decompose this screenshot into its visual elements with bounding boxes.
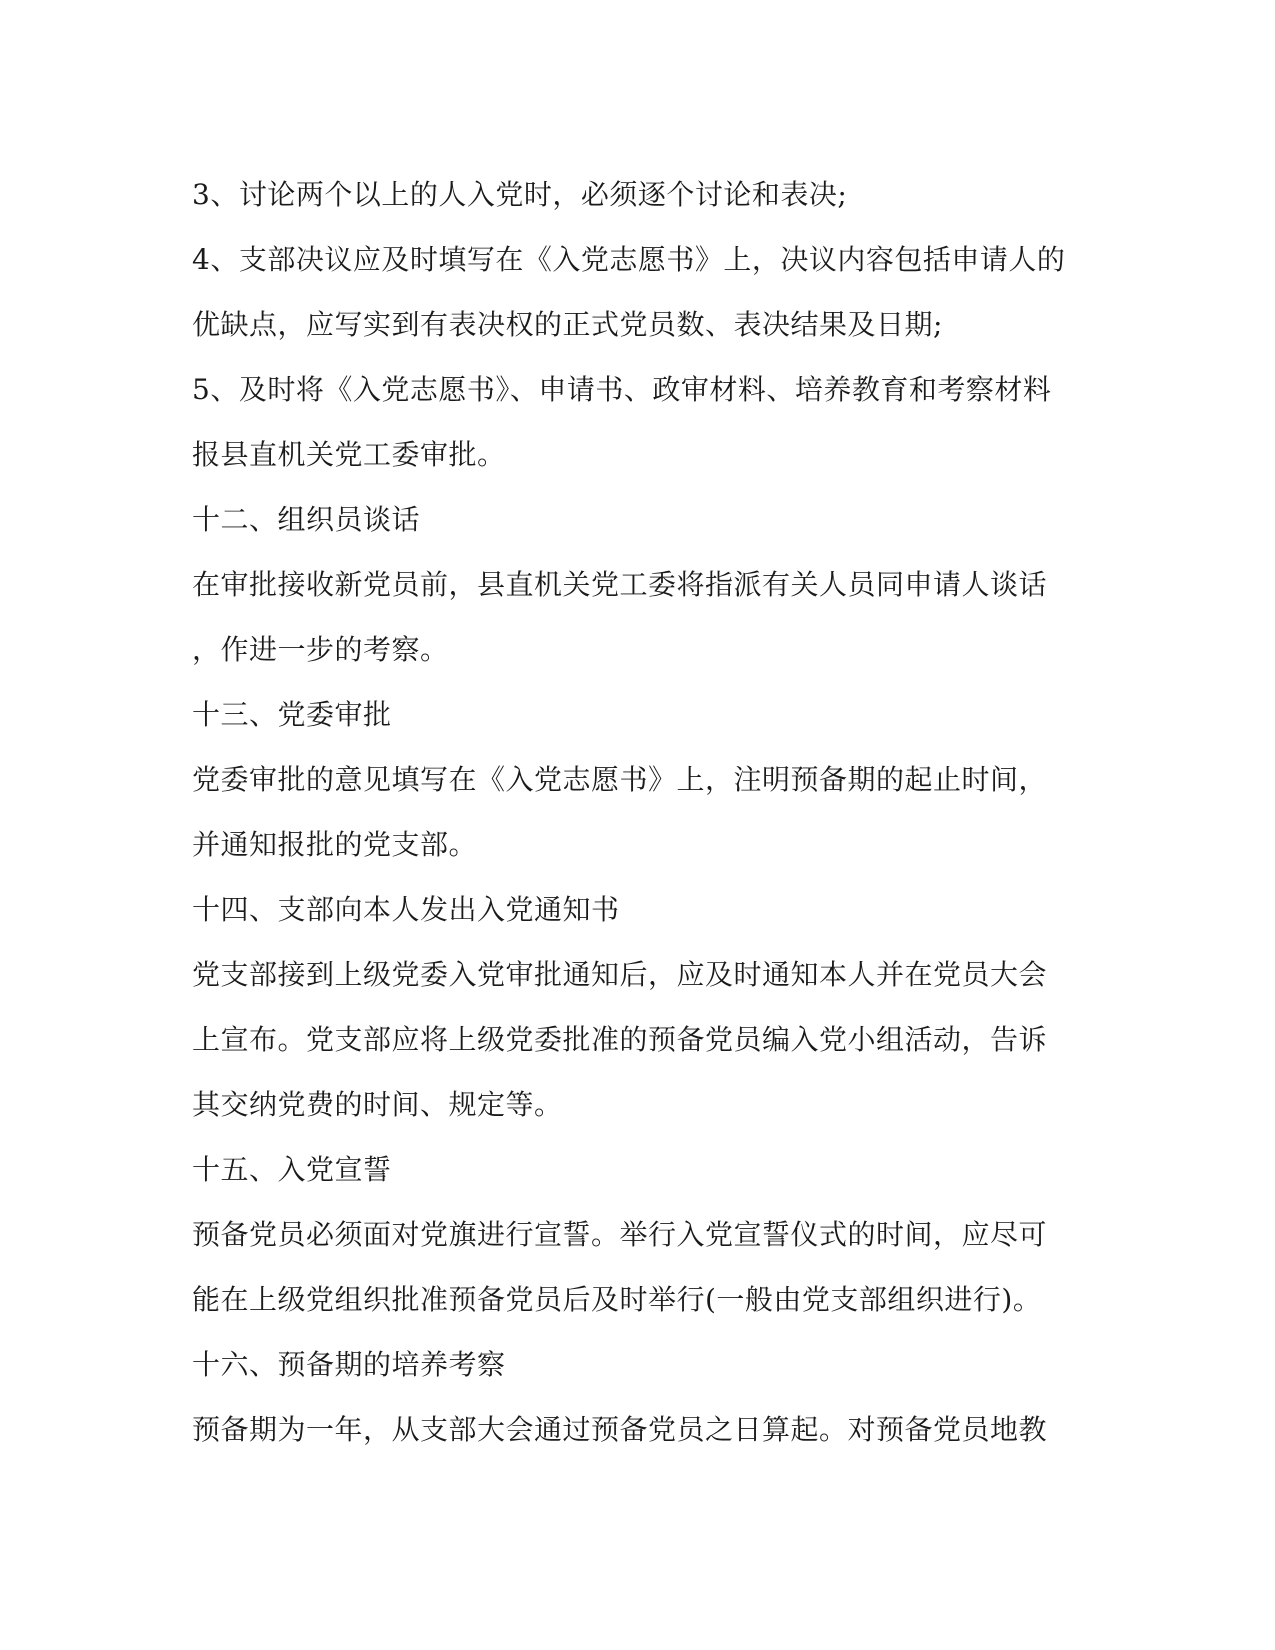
list-item-4-continued: 优缺点，应写实到有表决权的正式党员数、表决结果及日期; (192, 308, 943, 341)
paragraph-12-continued: ，作进一步的考察。 (192, 633, 449, 666)
list-item-3: 3、讨论两个以上的人入党时，必须逐个讨论和表决; (192, 178, 848, 211)
document-body (192, 162, 1092, 1462)
list-item-5: 5、及时将《入党志愿书》、申请书、政审材料、培养教育和考察材料 (192, 373, 1052, 406)
section-heading-15: 十五、入党宣誓 (192, 1153, 392, 1186)
list-item-4: 4、支部决议应及时填写在《入党志愿书》上，决议内容包括申请人的 (192, 243, 1066, 276)
paragraph-16: 预备期为一年，从支部大会通过预备党员之日算起。对预备党员地教 (192, 1413, 1048, 1446)
paragraph-12: 在审批接收新党员前，县直机关党工委将指派有关人员同申请人谈话 (192, 568, 1048, 601)
paragraph-14-continued: 上宣布。党支部应将上级党委批准的预备党员编入党小组活动，告诉 (192, 1023, 1048, 1056)
section-heading-13: 十三、党委审批 (192, 698, 392, 731)
list-item-5-continued: 报县直机关党工委审批。 (192, 438, 506, 471)
paragraph-13-continued: 并通知报批的党支部。 (192, 828, 478, 861)
paragraph-13: 党委审批的意见填写在《入党志愿书》上，注明预备期的起止时间， (192, 763, 1048, 796)
section-heading-16: 十六、预备期的培养考察 (192, 1348, 506, 1381)
section-heading-12: 十二、组织员谈话 (192, 503, 421, 536)
paragraph-14-continued-2: 其交纳党费的时间、规定等。 (192, 1088, 563, 1121)
paragraph-15: 预备党员必须面对党旗进行宣誓。举行入党宣誓仪式的时间，应尽可 (192, 1218, 1048, 1251)
paragraph-14: 党支部接到上级党委入党审批通知后，应及时通知本人并在党员大会 (192, 958, 1048, 991)
paragraph-15-continued: 能在上级党组织批准预备党员后及时举行(一般由党支部组织进行)。 (192, 1283, 1042, 1316)
section-heading-14: 十四、支部向本人发出入党通知书 (192, 893, 620, 926)
